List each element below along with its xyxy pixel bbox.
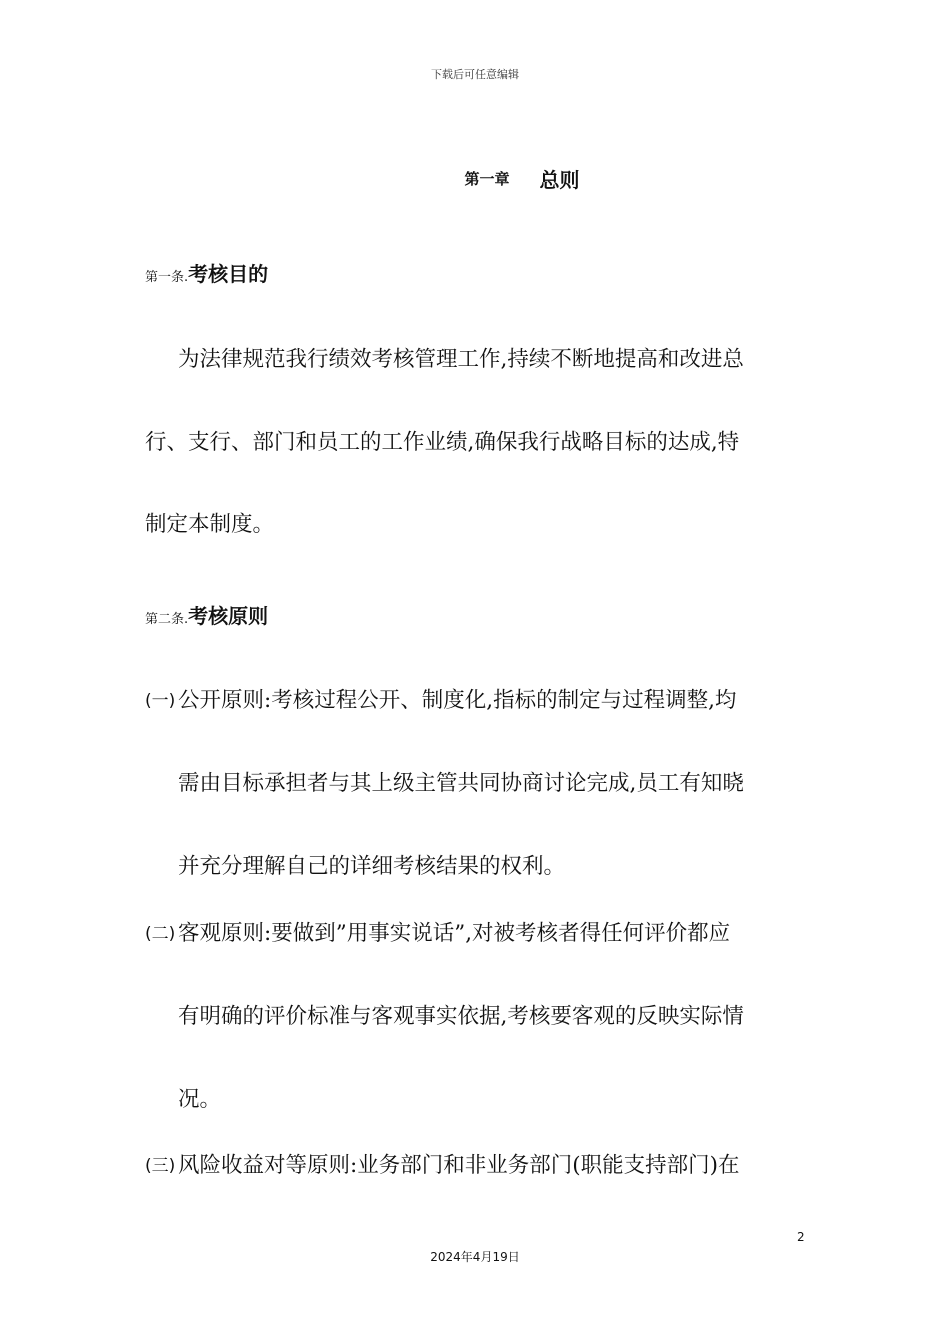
item-2-line: 客观原则:要做到”用事实说话”,对被考核者得任何评价都应	[178, 921, 731, 946]
article-1-label: 第一条.	[145, 270, 189, 285]
chapter-title: 总则	[539, 168, 580, 192]
paragraph-line: 行、支行、部门和员工的工作业绩,确保我行战略目标的达成,特	[145, 430, 740, 455]
item-3-line: 风险收益对等原则:业务部门和非业务部门(职能支持部门)在	[178, 1153, 740, 1178]
paragraph-line: 为法律规范我行绩效考核管理工作,持续不断地提高和改进总	[178, 347, 744, 372]
item-3-marker: (三)	[145, 1156, 176, 1176]
article-2-title: 考核原则	[188, 604, 269, 628]
article-1-heading	[145, 258, 268, 287]
article-2-label: 第二条.	[145, 612, 189, 627]
item-2-marker: (二)	[145, 924, 176, 944]
header-note: 下载后可任意编辑	[431, 68, 519, 81]
chapter-number: 第一章	[464, 170, 510, 188]
footer-date: 2024年4月19日	[430, 1250, 520, 1264]
article-1-title: 考核目的	[188, 262, 269, 286]
page-number: 2	[797, 1230, 805, 1244]
item-2-line: 有明确的评价标准与客观事实依据,考核要客观的反映实际情	[178, 1004, 744, 1029]
item-1-line: 并充分理解自己的详细考核结果的权利。	[178, 854, 566, 879]
paragraph-line: 制定本制度。	[145, 512, 275, 537]
article-2-heading	[145, 600, 268, 629]
item-2-line: 况。	[178, 1087, 222, 1112]
item-1-marker: (一)	[145, 691, 176, 711]
item-1-line: 公开原则:考核过程公开、制度化,指标的制定与过程调整,均	[178, 688, 737, 713]
chapter-heading	[0, 164, 950, 193]
item-1-line: 需由目标承担者与其上级主管共同协商讨论完成,员工有知晓	[178, 771, 744, 796]
